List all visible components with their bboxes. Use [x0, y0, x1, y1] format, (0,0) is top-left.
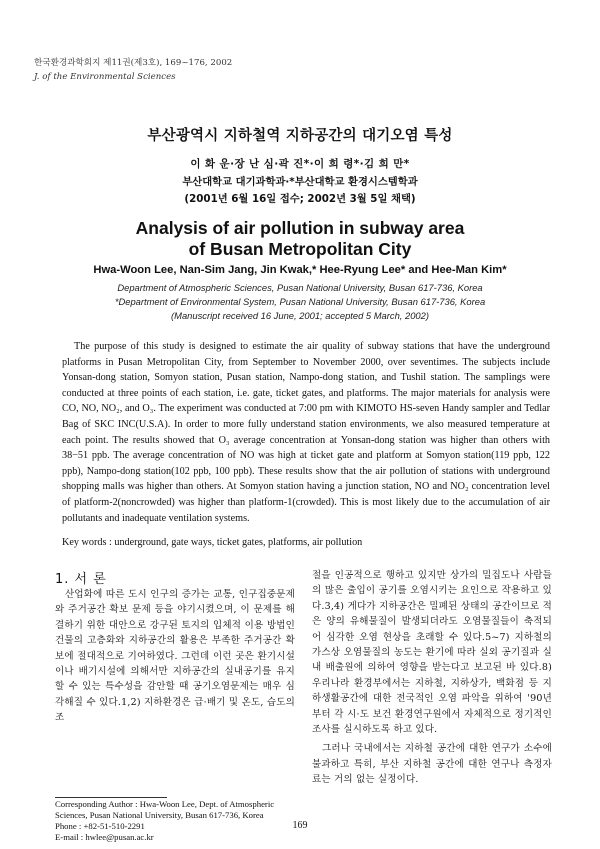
korean-authors: 이 화 운·장 난 심·곽 진*·이 희 령*·김 희 만* [190, 158, 410, 170]
footnote-phone: Phone : +82-51-510-2291 [55, 821, 145, 831]
english-title-line-1: Analysis of air pollution in subway area [135, 218, 465, 238]
introduction-paragraph-2: 그러나 국내에서는 지하철 공간에 대한 연구가 소수에 불과하고 특히, 부산 지하철 공간에 대한 연구나 측정자료는 거의 없는 실정이다. [312, 743, 552, 786]
affiliation-2: *Department of Environmental System, Pusan National University, Busan 617-736, Korea [114, 296, 486, 307]
affiliation-1: Department of Atmospheric Sciences, Pusan National University, Busan 617-736, Korea [117, 282, 483, 293]
korean-dates: (2001년 6월 16일 접수; 2002년 3월 5일 채택) [184, 193, 416, 205]
journal-korean-citation: 한국환경과학회지 제11권(제3호), 169~176, 2002 [34, 58, 233, 68]
page-number: 169 [292, 820, 308, 831]
introduction-paragraph-1-continued: 절을 인공적으로 행하고 있지만 상가의 밀집도나 사람들의 많은 출입이 공기를 오염시키는 요인으로 작용하고 있다.3,4) 게다가 지하공간은 밀폐된 상태의 공간이므로 적은 양의 유해물질이 발생되더라도 오염물질들이 축적되어 심각한 오염 현상을 초래할 수 있다.5~7) 지하철의 가스상 오염물질의 농도는 환기에 따라 실외 공기질과 실내 배출원에 의하여 영향을 받는다고 보고된 바 있다.8) 우리나라 환경부에서는 지하철, 지하상가, 백화점 등 지하생활공간에 대한 전국적인 오염 파악을 위하여 '90년부터 각 시·도 보건 환경연구원에서 자체적으로 정기적인 조사를 실시하도록 하고 있다. [312, 570, 552, 736]
footnote-email: E-mail : hwlee@pusan.ac.kr [55, 832, 154, 842]
footnote-divider [55, 797, 167, 798]
keywords: Key words : underground, gate ways, ticket gates, platforms, air pollution [62, 537, 363, 548]
korean-title: 부산광역시 지하철역 지하공간의 대기오염 특성 [147, 128, 453, 144]
section-heading-introduction: 1. 서 론 [55, 572, 107, 587]
footnote-author: Corresponding Author : Hwa-Woon Lee, Dept. of Atmospheric Sciences, Pusan National University, Busan 617-736, Korea [55, 799, 275, 820]
introduction-right-column [312, 568, 552, 788]
journal-english-name: J. of the Environmental Sciences [34, 72, 176, 82]
introduction-left-column: 산업화에 따른 도시 인구의 증가는 교통, 인구집중문제와 주거공간 확보 문제 등을 야기시켰으며, 이 문제를 해결하기 위한 대안으로 강구된 토지의 입체적 이용 방법인 건물의 고층화와 지하공간의 활용은 부족한 주거공간 확보에 절대적으로 기여하였다. 그런데 이런 곳은 환기시설이나 배기시설에 의해서만 지하공간의 실내공기를 유지할 수 있는 특수성을 감안할 때 공기오염문제는 매우 심각해질 수 있다.1,2) 지하환경은 급·배기 및 온도, 습도의 조 [55, 589, 295, 724]
journal-header [34, 56, 232, 84]
english-authors: Hwa-Woon Lee, Nan-Sim Jang, Jin Kwak,* Hee-Ryung Lee* and Hee-Man Kim* [93, 264, 507, 276]
manuscript-dates: (Manuscript received 16 June, 2001; accepted 5 March, 2002) [171, 310, 429, 321]
korean-affiliation: 부산대학교 대기과학과·*부산대학교 환경시스템학과 [182, 176, 418, 188]
english-title-line-2: of Busan Metropolitan City [188, 239, 412, 259]
english-title [0, 218, 600, 260]
abstract: The purpose of this study is designed to estimate the air quality of subway stations that have the underground platforms in Pusan Metropolitan City, from September to November 2000, over seventimes. The subjects include Yonsan-dong station, Somyon station, Pusan station, Nampo-dong station, and Tushil station. The samplings were conducted at three points of each station, i.e. gate, ticket gates, and platforms. The major materials for analysis were CO, NO, NO₂, and O₃. The experiment was conducted at 7:00 pm with KIMOTO HS-seven Handy sampler and Tedlar Bag of SKC INC(U.S.A). In order to more fully understand station environments, we also measured temperature at each point. The results showed that O₃ average concentration at Yonsan-dong station was higher than others with 38−51 ppb. The average concentration of NO was high at ticket gate and platform at Somyon station(119 ppb, 122 ppb), Nampo-dong station(102 ppb, 100 ppb). These results show that the air pollution of stations with underground shopping malls was higher than others. At Somyon station having a junction station, NO and NO₂ concentration level of platform-2(noncrowded) was higher than platform-1(crowded). This is most likely due to the accumulation of air pollutants and inadequate ventilation systems. [62, 341, 550, 524]
